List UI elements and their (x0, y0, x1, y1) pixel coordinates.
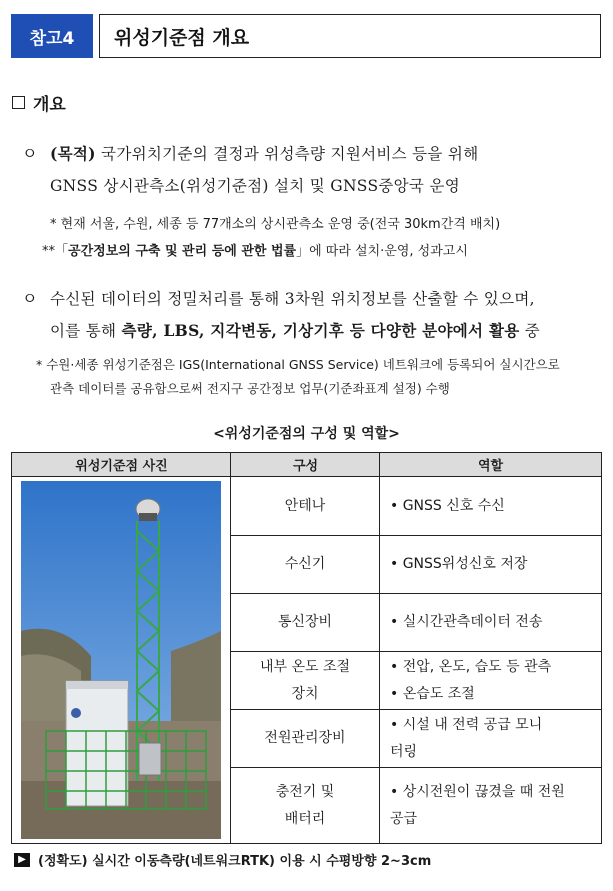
header-component: 구성 (231, 453, 380, 477)
row-component-antenna: 안테나 (284, 497, 326, 514)
purpose-label: (목적) (50, 144, 96, 163)
document-title: 위성기준점 개요 (99, 14, 601, 58)
bullet-purpose (50, 138, 600, 202)
section-title: 개요 (33, 95, 66, 115)
note-igs-line2: 관측 데이터를 공유함으로써 전지구 공간정보 업무(기준좌표계 설정) 수행 (50, 381, 450, 396)
note-law-suffix: 」에 따라 설치·운영, 성과고시 (296, 244, 468, 259)
usage-line1: 수신된 데이터의 정밀처리를 통해 3차원 위치정보를 산출할 수 있으며, (50, 290, 535, 308)
note-law-title: 공간정보의 구축 및 관리 등에 관한 법률 (68, 244, 297, 259)
table-caption: <위성기준점의 구성 및 역할> (213, 426, 400, 442)
row-role-temp: • 전압, 온도, 습도 등 관측 • 온습도 조절 (390, 658, 552, 702)
usage-line2-start: 이를 통해 (50, 322, 122, 340)
purpose-line2: GNSS 상시관측소(위성기준점) 설치 및 GNSS중앙국 운영 (50, 177, 460, 195)
usage-fields: 측량, LBS, 지각변동, 기상기후 등 다양한 분야에서 활용 (121, 321, 520, 340)
row-role-power: • 시설 내 전력 공급 모니 터링 (390, 716, 543, 760)
header-role: 역할 (380, 453, 601, 477)
circle-bullet-icon: ㅇ (22, 289, 38, 308)
accuracy-note (14, 850, 431, 869)
row-component-receiver: 수신기 (284, 556, 326, 572)
note-law-prefix: **「 (42, 244, 69, 259)
section-heading (12, 90, 66, 115)
accuracy-text: (정확도) 실시간 이동측량(네트워크RTK) 이용 시 수평방향 2~3cm (38, 854, 432, 869)
row-component-power: 전원관리장비 (264, 730, 346, 746)
circle-bullet-icon: ㅇ (22, 144, 38, 163)
header-photo: 위성기준점 사진 (12, 453, 231, 477)
row-component-temp: 내부 온도 조절 장치 (259, 658, 351, 702)
row-role-receiver: • GNSS위성신호 저장 (390, 556, 528, 572)
note-igs (36, 355, 560, 397)
row-component-comm: 통신장비 (277, 614, 333, 630)
arrow-right-box-icon: ▶ (14, 853, 30, 867)
document-header (11, 14, 601, 58)
composition-table (11, 452, 602, 844)
usage-line2-end: 중 (519, 322, 541, 340)
row-component-battery: 충전기 및 배터리 (275, 783, 335, 827)
row-role-comm: • 실시간관측데이터 전송 (390, 614, 543, 630)
reference-tag: 참고4 (11, 14, 93, 58)
note-law (42, 240, 468, 259)
note-igs-line1: * 수원·세종 위성기준점은 IGS(International GNSS Service) 네트워크에 등록되어 실시간으로 (36, 357, 560, 372)
bullet-usage (50, 283, 600, 347)
purpose-line1: 국가위치기준의 결정과 위성측량 지원서비스 등을 위해 (95, 145, 479, 163)
note-stations: * 현재 서울, 수원, 세종 등 77개소의 상시관측소 운영 중(전국 30km간격 배치) (50, 217, 501, 232)
row-role-battery: • 상시전원이 끊겼을 때 전원 공급 (390, 783, 565, 827)
square-bullet-icon (12, 96, 25, 109)
row-role-antenna: • GNSS 신호 수신 (390, 497, 505, 514)
station-photo (21, 481, 221, 839)
